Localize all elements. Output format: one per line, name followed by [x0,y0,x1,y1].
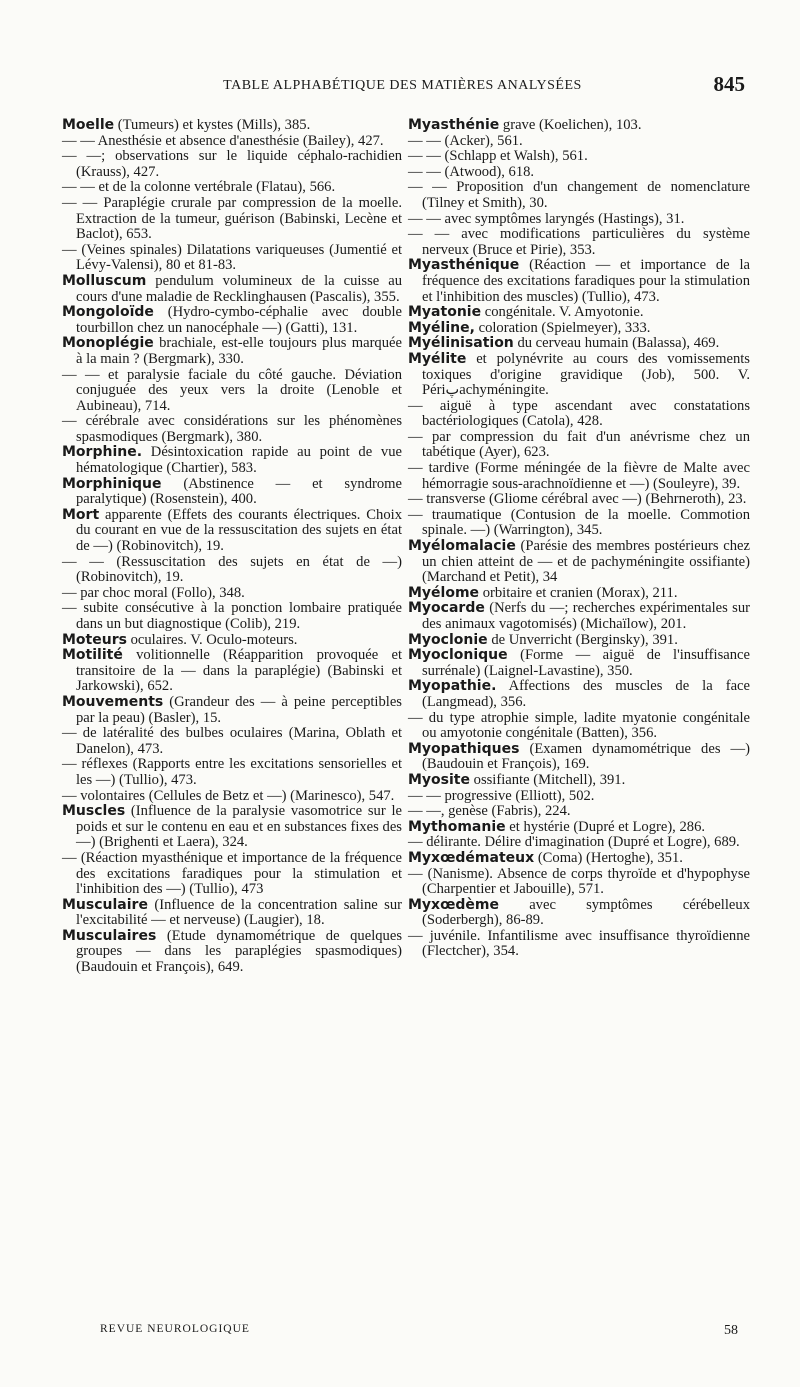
index-entry [62,305,402,336]
entry-heading: Moelle [62,117,115,133]
entry-heading: Muscles [62,803,126,820]
entry-text: et hystérie (Dupré et Logre), 286. [509,818,706,835]
entry-text: — — (Schlapp et Walsh), 561. [408,148,588,165]
entry-text: — — (Ressuscitation des sujets en état de —) (Robinovitch), 19. [62,553,402,586]
entry-text: orbitaire et cranien (Morax), 211. [482,584,678,601]
index-entry [408,851,750,867]
entry-text: — volontaires (Cellules de Betz et —) (Marinesco), 547. [62,787,395,804]
entry-text: (Grandeur des — à peine perceptibles par la peau) (Basler), 15. [76,693,402,726]
entry-text: (Forme — aiguë de l'insuffisance surrénale) (Laignel-Lavastine), 350. [422,647,750,679]
entry-heading: Mouvements [62,693,164,710]
index-entry [62,726,402,757]
index-entry [408,430,750,461]
entry-text: (Hydro-cymbo-céphalie avec double tourbillon chez un nanocéphale —) (Gatti), 131. [76,304,402,336]
entry-heading: Myxœdème [408,896,500,913]
entry-text: (Nerfs du —; recherches expérimentales sur des animaux vagotomisés) (Michaïlow), 201. [422,600,751,632]
entry-text: — — Proposition d'un changement de nomenclature (Tilney et Smith), 30. [408,179,750,211]
entry-text: (Tumeurs) et kystes (Mills), 385. [117,117,311,133]
index-entry [62,368,402,415]
index-entry [62,118,402,134]
index-entry [408,149,750,165]
index-entry [408,539,750,586]
entry-text: — cérébrale avec considérations sur les phénomènes spasmodiques (Bergmark), 380. [62,413,402,445]
index-entry [408,789,750,805]
index-entry [62,336,402,367]
index-entry [62,695,402,726]
entry-heading: Myéline, [408,319,475,336]
index-entry [62,445,402,476]
index-entry [408,305,750,321]
index-entry [408,648,750,679]
entry-text: — (Veines spinales) Dilatations variqueuses (Jumentié et Lévy-Valensi), 80 et 81-83. [62,241,402,274]
entry-text: (Abstinence — et syndrome paralytique) (Rosenstein), 400. [76,475,402,508]
entry-text: (Etude dynamométrique de quelques groupes — dans les paraplégies spasmodiques) (Baudouin et François), 649. [76,927,402,976]
entry-text: (Coma) (Hertoghe), 351. [537,849,683,866]
index-entry [408,773,750,789]
entry-text: — transverse (Gliome cérébral avec —) (Behrneroth), 23. [408,491,747,508]
index-entry [62,243,402,274]
entry-text: — — et paralysie faciale du côté gauche. Déviation conjuguée des yeux vers la droite (Lenoble et Aubineau), 714. [62,366,402,414]
index-entry [62,633,402,649]
entry-text: — — et de la colonne vertébrale (Flatau), 566. [62,179,336,196]
index-entry [62,149,402,180]
index-entry [408,165,750,181]
index-entry [408,258,750,305]
entry-text: apparente (Effets des courants électriques. Choix du courant en vue de la ressuscitation des sujets en état de —) (Robinovitch), 19. [76,506,402,555]
entry-heading: Myélomalacie [408,538,516,555]
running-title: TABLE ALPHABÉTIQUE DES MATIÈRES ANALYSÉES [223,78,582,93]
index-entry [408,586,750,602]
entry-heading: Mongoloïde [62,304,154,321]
signature-number: 58 [724,1323,738,1338]
entry-heading: Morphinique [62,475,162,492]
index-entry [62,414,402,445]
index-entry [408,180,750,211]
index-entry [408,399,750,430]
index-entry [408,633,750,649]
journal-name: REVUE NEUROLOGIQUE [100,1323,250,1335]
entry-text: (Réaction — et importance de la fréquence des excitations faradiques pour la stimulation et l'inhibition des muscles) (Tullio), 473. [422,257,750,305]
entry-text: (Parésie des membres postérieurs chez un chien atteint de — et de pachyméningite ossifiante) (Marchand et Petit), 34 [422,538,750,586]
index-entry [408,804,750,820]
entry-text: — par choc moral (Follo), 348. [62,584,245,601]
entry-text: — juvénile. Infantilisme avec insuffisance thyroïdienne (Flectcher), 354. [408,927,750,960]
index-entry [62,601,402,632]
entry-text: — traumatique (Contusion de la moelle. Commotion spinale. —) (Warrington), 345. [408,506,750,539]
entry-heading: Motilité [62,647,123,664]
entry-text: — (Nanisme). Absence de corps thyroïde et d'hypophyse (Charpentier et Jabouille), 571. [408,865,750,898]
index-entry [62,851,402,898]
index-entry [408,898,750,929]
entry-heading: Moteurs [62,631,127,648]
page-footer [100,1323,738,1339]
index-entry [408,336,750,352]
index-entry [408,929,750,960]
entry-text: brachiale, est-elle toujours plus marquée à la main ? (Bergmark), 330. [76,335,402,367]
entry-text: — aiguë à type ascendant avec constatations bactériologiques (Catola), 428. [408,397,750,430]
entry-heading: Myopathie. [408,678,497,695]
index-entry [408,352,750,399]
entry-text: — — (Acker), 561. [408,132,523,149]
entry-text: — — avec symptômes laryngés (Hastings), 31. [408,210,685,227]
entry-text: — —; observations sur le liquide céphalo-rachidien (Krauss), 427. [62,148,402,180]
entry-text: congénitale. V. Amyotonie. [484,304,644,321]
index-entry [408,679,750,710]
entry-text: avec symptômes cérébelleux (Soderbergh), 86-89. [422,896,750,929]
entry-heading: Myoclonie [408,631,488,648]
entry-heading: Myasthénie [408,117,500,133]
index-entry [62,757,402,788]
entry-heading: Myélome [408,584,480,601]
index-entry [62,586,402,602]
entry-text: — — progressive (Elliott), 502. [408,787,595,804]
entry-text: volitionnelle (Réapparition provoquée et transitoire de la — dans la paraplégie) (Babinski et Jarkowski), 652. [76,647,402,695]
entry-text: et polynévrite au cours des vomissements toxiques d'origine gravidique (Job), 500. V. Périپachyméningite. [422,350,750,399]
entry-heading: Morphine. [62,444,143,461]
entry-text: Désintoxication rapide au point de vue hématologique (Chartier), 583. [76,444,402,477]
entry-text: — subite consécutive à la ponction lombaire pratiquée dans un but diagnostique (Colib), 219. [62,600,402,632]
entry-text: grave (Koelichen), 103. [502,117,642,133]
page-number: 845 [713,72,745,96]
index-entry [62,555,402,586]
entry-text: (Examen dynamométrique des —) (Baudouin et François), 169. [422,740,750,773]
index-entry [62,134,402,150]
entry-heading: Musculaires [62,927,157,944]
entry-text: — du type atrophie simple, ladite myatonie congénitale ou amyotonie congénitale (Batten), 356. [408,709,750,742]
entry-text: coloration (Spielmeyer), 333. [478,319,651,336]
entry-text: (Influence de la paralysie vasomotrice sur le poids et sur le contenu en eau et en substances fixes des —) (Brighenti et Laera), 324. [76,803,402,851]
entry-text: ossifiante (Mitchell), 391. [473,771,626,788]
entry-heading: Myocarde [408,600,485,617]
index-entry [62,929,402,976]
index-entry [408,820,750,836]
entry-text: — — Anesthésie et absence d'anesthésie (Bailey), 427. [62,132,384,149]
entry-text: — délirante. Délire d'imagination (Dupré et Logre), 689. [408,834,740,851]
entry-text: pendulum volumineux de la cuisse au cours d'une maladie de Recklinghausen (Pascalis), 355. [76,272,402,305]
index-entry [408,711,750,742]
index-entry [408,492,750,508]
entry-text: — — Paraplégie crurale par compression de la moelle. Extraction de la tumeur, guérison (Babinski, Lecène et Baclot), 653. [62,194,402,243]
index-entry [62,180,402,196]
index-entry [408,461,750,492]
entry-text: — tardive (Forme méningée de la fièvre de Malte avec hémorragie sous-arachnoïdienne et —) (Souleyre), 39. [408,460,750,492]
index-entry [62,274,402,305]
index-entry [62,789,402,805]
entry-text: de Unverricht (Berginsky), 391. [491,631,678,648]
entry-heading: Monoplégie [62,335,154,352]
entry-text: — —, genèse (Fabris), 224. [408,803,571,820]
index-entry [408,742,750,773]
index-entry [408,867,750,898]
entry-heading: Myasthénique [408,257,520,274]
entry-heading: Myosite [408,771,470,788]
index-entry [62,804,402,851]
entry-text: (Influence de la concentration saline sur l'excitabilité — et nerveuse) (Laugier), 18. [76,896,402,929]
index-entry [408,118,750,134]
entry-heading: Mort [62,506,100,523]
page-header [60,72,745,96]
entry-text: — — (Atwood), 618. [408,163,535,180]
index-column-left [62,118,402,976]
entry-heading: Mythomanie [408,818,506,835]
entry-heading: Myxœdémateux [408,849,535,866]
entry-text: — réflexes (Rapports entre les excitations sensorielles et les —) (Tullio), 473. [62,756,402,788]
entry-heading: Myélinisation [408,335,514,352]
index-entry [408,134,750,150]
index-entry [62,898,402,929]
entry-text: — par compression du fait d'un anévrisme chez un tabétique (Ayer), 623. [408,428,750,461]
entry-text: — (Réaction myasthénique et importance de la fréquence des excitations faradiques pour la stimulation et l'inhibition des —) (Tullio), 473 [62,849,402,898]
entry-text: — — avec modifications particulières du système nerveux (Bruce et Pirie), 353. [408,226,750,258]
entry-text: Affections des muscles de la face (Langmead), 356. [422,678,750,710]
entry-heading: Myoclonique [408,647,508,664]
index-entry [408,835,750,851]
index-entry [62,648,402,695]
index-entry [408,601,750,632]
entry-text: du cerveau humain (Balassa), 469. [517,335,720,352]
index-entry [408,508,750,539]
index-entry [62,508,402,555]
entry-heading: Myélite [408,350,467,367]
index-entry [408,227,750,258]
index-entry [62,477,402,508]
entry-heading: Molluscum [62,272,147,289]
entry-text: — de latéralité des bulbes oculaires (Marina, Oblath et Danelon), 473. [62,725,402,757]
entry-text: oculaires. V. Oculo-moteurs. [130,631,298,648]
index-entry [408,212,750,228]
index-column-right [408,118,750,960]
entry-heading: Myatonie [408,304,482,321]
entry-heading: Myopathiques [408,740,520,757]
index-entry [408,321,750,337]
index-entry [62,196,402,243]
entry-heading: Musculaire [62,896,148,913]
